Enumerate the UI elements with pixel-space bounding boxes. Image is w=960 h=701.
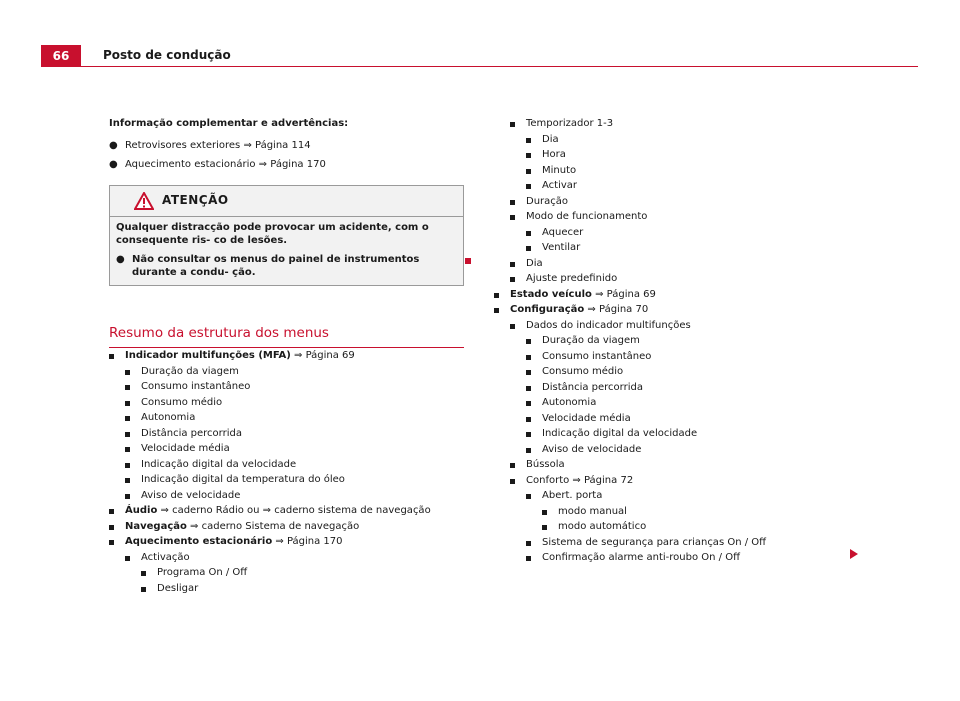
warning-body xyxy=(110,217,463,285)
page-ref[interactable]: ⇒ Página 72 xyxy=(569,474,634,486)
header-rule xyxy=(81,66,918,67)
menu-item xyxy=(109,519,464,535)
menu-subsubitem: Hora xyxy=(526,147,854,163)
menu-item xyxy=(109,534,464,596)
menu-item xyxy=(494,302,854,566)
page-ref[interactable]: ⇒ Página 70 xyxy=(584,304,649,315)
menu-subitem xyxy=(510,318,854,458)
page-ref[interactable]: ⇒ Página 170 xyxy=(272,536,343,547)
info-item xyxy=(109,138,464,154)
menu-item xyxy=(109,503,464,519)
section-title: Resumo da estrutura dos menus xyxy=(109,326,464,349)
menu-subsubitem: Consumo instantâneo xyxy=(526,349,854,365)
menu-subitem: Velocidade média xyxy=(125,441,464,457)
menu-subitem: Indicação digital da temperatura do óleo xyxy=(125,472,464,488)
menu-item-label: Indicador multifunções (MFA) xyxy=(125,350,291,361)
warning-bullet xyxy=(116,253,457,279)
menu-subsubitem: Aviso de velocidade xyxy=(526,442,854,458)
info-item-text[interactable]: Aquecimento estacionário ⇒ Página 170 xyxy=(125,159,326,170)
page-ref[interactable]: ⇒ caderno Rádio ou ⇒ caderno sistema de navegação xyxy=(157,505,431,516)
menu-subitem: Duração da viagem xyxy=(125,364,464,380)
menu-item-label: Aquecimento estacionário xyxy=(125,536,273,547)
menu-subsubitem xyxy=(526,488,854,535)
menu-tree-right xyxy=(494,116,854,566)
warning-box xyxy=(109,185,464,286)
menu-subsubitem: Ventilar xyxy=(526,240,854,256)
page-title: Posto de condução xyxy=(103,48,231,62)
continue-arrow-icon xyxy=(850,549,858,559)
menu-subitem: Autonomia xyxy=(125,410,464,426)
info-title: Informação complementar e advertências: xyxy=(109,118,349,129)
page-ref[interactable]: ⇒ Página 69 xyxy=(591,288,656,300)
right-column xyxy=(494,116,854,566)
menu-subitem xyxy=(510,473,854,566)
menu-subsubitem: Minuto xyxy=(526,163,854,179)
page-ref[interactable]: ⇒ caderno Sistema de navegação xyxy=(186,520,360,532)
menu-subitem-label: Conforto xyxy=(526,474,570,486)
menu-subitem-label: Activação xyxy=(141,551,190,563)
menu-subsubitem-label: Abert. porta xyxy=(542,490,603,501)
menu-leaf: modo automático xyxy=(542,519,854,535)
menu-subitem: Duração xyxy=(510,194,854,210)
menu-subitem: Bússola xyxy=(510,457,854,473)
menu-subitem-label: Modo de funcionamento xyxy=(526,211,648,222)
menu-tree-left xyxy=(109,348,464,596)
warning-header xyxy=(110,186,463,217)
menu-subitem xyxy=(510,209,854,256)
menu-subitem-label: Temporizador 1-3 xyxy=(526,118,614,129)
menu-subsubitem: Duração da viagem xyxy=(526,333,854,349)
menu-subitem: Aviso de velocidade xyxy=(125,488,464,504)
menu-subsubitem: Programa On / Off xyxy=(141,565,464,581)
menu-subsubitem: Aquecer xyxy=(526,225,854,241)
menu-subitem-label: Dados do indicador multifunções xyxy=(526,319,691,331)
menu-subitem: Consumo médio xyxy=(125,395,464,411)
menu-subitem: Indicação digital da velocidade xyxy=(125,457,464,473)
menu-subitem: Distância percorrida xyxy=(125,426,464,442)
menu-subsubitem: Velocidade média xyxy=(526,411,854,427)
warning-text: Qualquer distracção pode provocar um acidente, com o consequente ris- co de lesões. xyxy=(116,221,429,246)
menu-subsubitem: Dia xyxy=(526,132,854,148)
menu-subsubitem: Desligar xyxy=(141,581,464,597)
bullet-dot-icon: ● xyxy=(109,159,118,170)
page-ref[interactable]: ⇒ Página 69 xyxy=(290,350,355,361)
menu-subsubitem: Confirmação alarme anti-roubo On / Off xyxy=(526,550,854,566)
warning-title: ATENÇÃO xyxy=(162,192,229,207)
menu-leaf: modo manual xyxy=(542,504,854,520)
menu-subsubitem: Autonomia xyxy=(526,395,854,411)
section-end-marker xyxy=(465,258,471,264)
menu-subsubitem: Activar xyxy=(526,178,854,194)
menu-subitem: Ajuste predefinido xyxy=(510,271,854,287)
menu-subsubitem: Consumo médio xyxy=(526,364,854,380)
menu-subitem: Consumo instantâneo xyxy=(125,379,464,395)
left-column xyxy=(109,116,464,596)
menu-item-label: Estado veículo xyxy=(510,288,592,300)
menu-item-label: Áudio xyxy=(125,505,158,516)
menu-subsubitem: Indicação digital da velocidade xyxy=(526,426,854,442)
menu-subitem: Dia xyxy=(510,256,854,272)
menu-subitem xyxy=(510,116,854,194)
menu-subsubitem: Distância percorrida xyxy=(526,380,854,396)
warning-bullet-text: Não consultar os menus do painel de instrumentos durante a condu- ção. xyxy=(132,253,420,278)
menu-item-label: Navegação xyxy=(125,520,187,532)
menu-subitem xyxy=(125,550,464,597)
info-item-text[interactable]: Retrovisores exteriores ⇒ Página 114 xyxy=(125,139,311,151)
menu-item xyxy=(494,287,854,303)
info-item xyxy=(109,157,464,173)
warning-triangle-icon xyxy=(134,192,154,210)
menu-subsubitem: Sistema de segurança para crianças On / Off xyxy=(526,535,854,551)
page-header xyxy=(41,45,918,67)
bullet-dot-icon: ● xyxy=(116,253,125,265)
bullet-dot-icon: ● xyxy=(109,139,118,151)
menu-item xyxy=(109,348,464,503)
menu-item-label: Configuração xyxy=(510,304,585,315)
page-number: 66 xyxy=(41,45,81,67)
